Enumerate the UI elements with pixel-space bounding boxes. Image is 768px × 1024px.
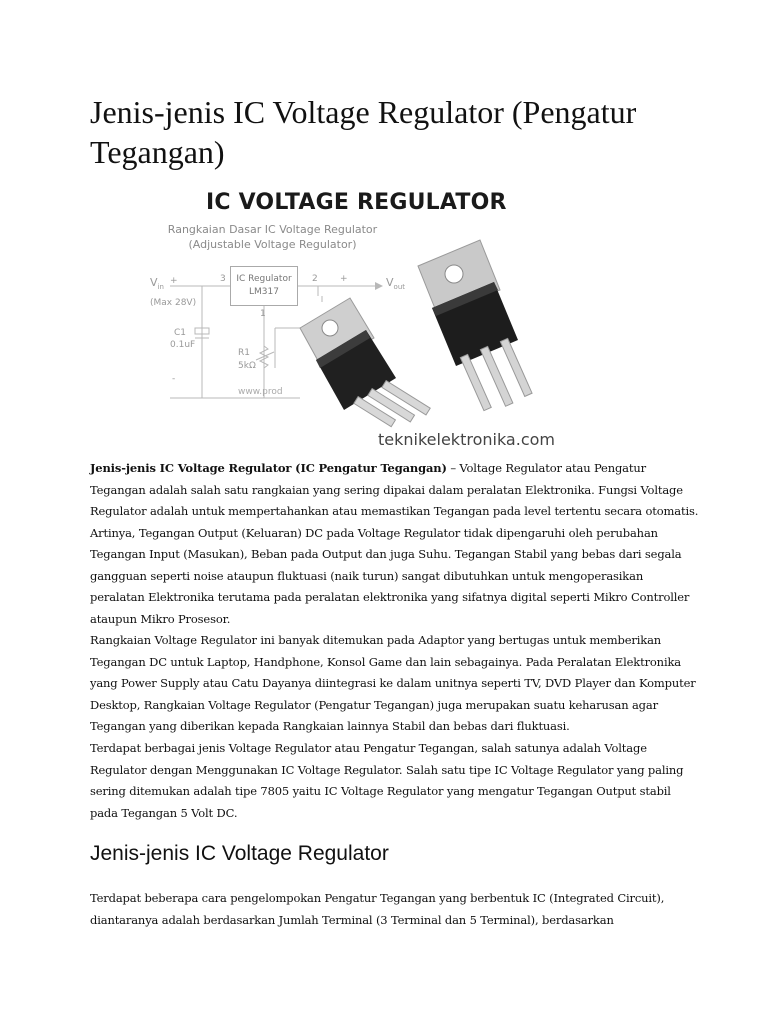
figure-heading: IC VOLTAGE REGULATOR xyxy=(206,190,507,215)
figure-caption xyxy=(150,222,395,252)
ic-regulator-block xyxy=(230,266,298,306)
r1-label: R1 xyxy=(238,348,250,358)
regulator-figure xyxy=(150,178,610,453)
figure-caption-line1: Rangkaian Dasar IC Voltage Regulator xyxy=(167,223,378,236)
pin2-label: 2 xyxy=(312,274,318,284)
ic-regulator-back xyxy=(418,240,532,411)
section-heading: Jenis-jenis IC Voltage Regulator xyxy=(90,842,389,865)
ic-regulator-front xyxy=(300,298,430,427)
paragraph-3: Terdapat berbagai jenis Voltage Regulator atau Pengatur Tegangan, salah satunya adalah Voltage Regulator dengan Menggunakan IC Voltage Regulator. Salah satu tipe IC Voltage Regulator yang paling sering ditemukan adalah tipe 7805 yaitu IC Voltage Regulator yang mengatur Tegangan Output stabil pada Tegangan 5 Volt DC. xyxy=(90,741,684,820)
pin3-label: 3 xyxy=(220,274,226,284)
figure-caption-line2: (Adjustable Voltage Regulator) xyxy=(188,238,357,251)
ic-label: IC Regulator xyxy=(236,274,292,284)
intro-paragraph xyxy=(90,458,700,630)
ic-part: LM317 xyxy=(249,287,279,297)
plus-right: + xyxy=(340,274,348,284)
paragraph-4: Terdapat beberapa cara pengelompokan Pengatur Tegangan yang berbentuk IC (Integrated Circuit), diantaranya adalah berdasarkan Jumlah Terminal (3 Terminal dan 5 Terminal), berdasarkan xyxy=(90,891,665,927)
pin1-label: 1 xyxy=(260,309,266,319)
intro-bold-term: Jenis-jenis IC Voltage Regulator (IC Pengatur Tegangan) xyxy=(90,461,447,475)
plus-left: + xyxy=(170,276,178,286)
vout-label: $V_{out}$ xyxy=(386,276,405,292)
paragraph-2: Rangkaian Voltage Regulator ini banyak ditemukan pada Adaptor yang bertugas untuk memberikan Tegangan DC untuk Laptop, Handphone, Konsol Game dan lain sebagainya. Pada Peralatan Elektronika yang Power Supply atau Catu Dayanya diintegrasi ke dalam unitnya seperti TV, DVD Player dan Komputer Desktop, Rangkaian Voltage Regulator (Pengatur Tegangan) juga merupakan suatu keharusan agar Tegangan yang diberikan kepada Rangkaian lainnya Stabil dan bebas dari fluktuasi. xyxy=(90,633,696,733)
page-title: Jenis-jenis IC Voltage Regulator (Pengatur Tegangan) xyxy=(90,94,637,170)
minus-left: - xyxy=(172,374,176,384)
vin-max-label: (Max 28V) xyxy=(150,298,197,308)
vin-label: $V_{in}$ xyxy=(150,276,164,292)
figure-url-fragment: www.prod xyxy=(238,387,283,397)
r1-value: 5kΩ xyxy=(238,361,256,371)
c1-label: C1 xyxy=(174,328,187,338)
c1-value: 0.1uF xyxy=(170,340,196,350)
intro-text: – Voltage Regulator atau Pengatur Tegangan adalah salah satu rangkaian yang sering dipakai dalam peralatan Elektronika. Fungsi Voltage Regulator adalah untuk mempertahankan atau memastikan Tegangan pada level tertentu secara otomatis. Artinya, Tegangan Output (Keluaran) DC pada Voltage Regulator tidak dipengaruhi oleh perubahan Tegangan Input (Masukan), Beban pada Output dan juga Suhu. Tegangan Stabil yang bebas dari segala gangguan seperti noise ataupun fluktuasi (naik turun) sangat dibutuhkan untuk mengoperasikan peralatan Elektronika terutama pada peralatan elektronika yang sifatnya digital seperti Mikro Controller ataupun Mikro Prosesor. xyxy=(90,461,699,626)
schematic-and-ic-drawing xyxy=(150,178,610,453)
figure-watermark: teknikelektronika.com xyxy=(378,430,555,449)
